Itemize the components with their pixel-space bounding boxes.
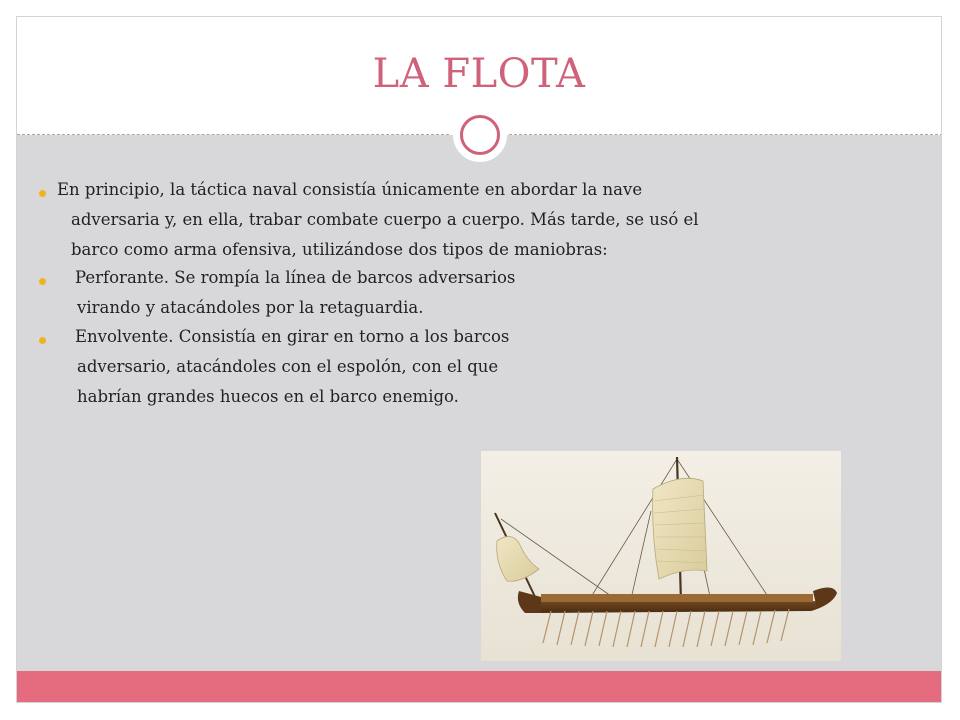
title-divider-left <box>17 134 449 135</box>
divider-ring-inner <box>460 115 500 155</box>
slide-title: LA FLOTA <box>372 51 586 97</box>
bullet-dot-icon <box>39 278 46 285</box>
bullet-1-line-2: adversaria y, en ella, trabar combate cuerpo a cuerpo. Más tarde, se usó el <box>71 210 699 229</box>
content-area <box>17 135 941 671</box>
bullet-3-line-1: Envolvente. Consistía en girar en torno a los barcos <box>75 327 510 346</box>
trireme-ship-image <box>481 451 841 661</box>
bullet-dot-icon <box>39 190 46 197</box>
bullet-2-line-1: Perforante. Se rompía la línea de barcos adversarios <box>75 268 516 287</box>
bullet-2-line-2: virando y atacándoles por la retaguardia. <box>77 298 424 317</box>
bullet-dot-icon <box>39 337 46 344</box>
slide <box>16 16 942 703</box>
bullet-3-line-2: adversario, atacándoles con el espolón, con el que <box>77 357 499 376</box>
bottom-accent-bar <box>17 671 941 703</box>
divider-ring-icon <box>453 108 507 162</box>
bullet-3-line-3: habrían grandes huecos en el barco enemigo. <box>77 387 459 406</box>
ship-deck <box>541 594 813 602</box>
ship-main-sail <box>653 478 707 579</box>
title-divider-right <box>509 134 942 135</box>
bullet-1-line-1: En principio, la táctica naval consistía únicamente en abordar la nave <box>57 180 643 199</box>
bullet-1-line-3: barco como arma ofensiva, utilizándose dos tipos de maniobras: <box>71 240 608 259</box>
